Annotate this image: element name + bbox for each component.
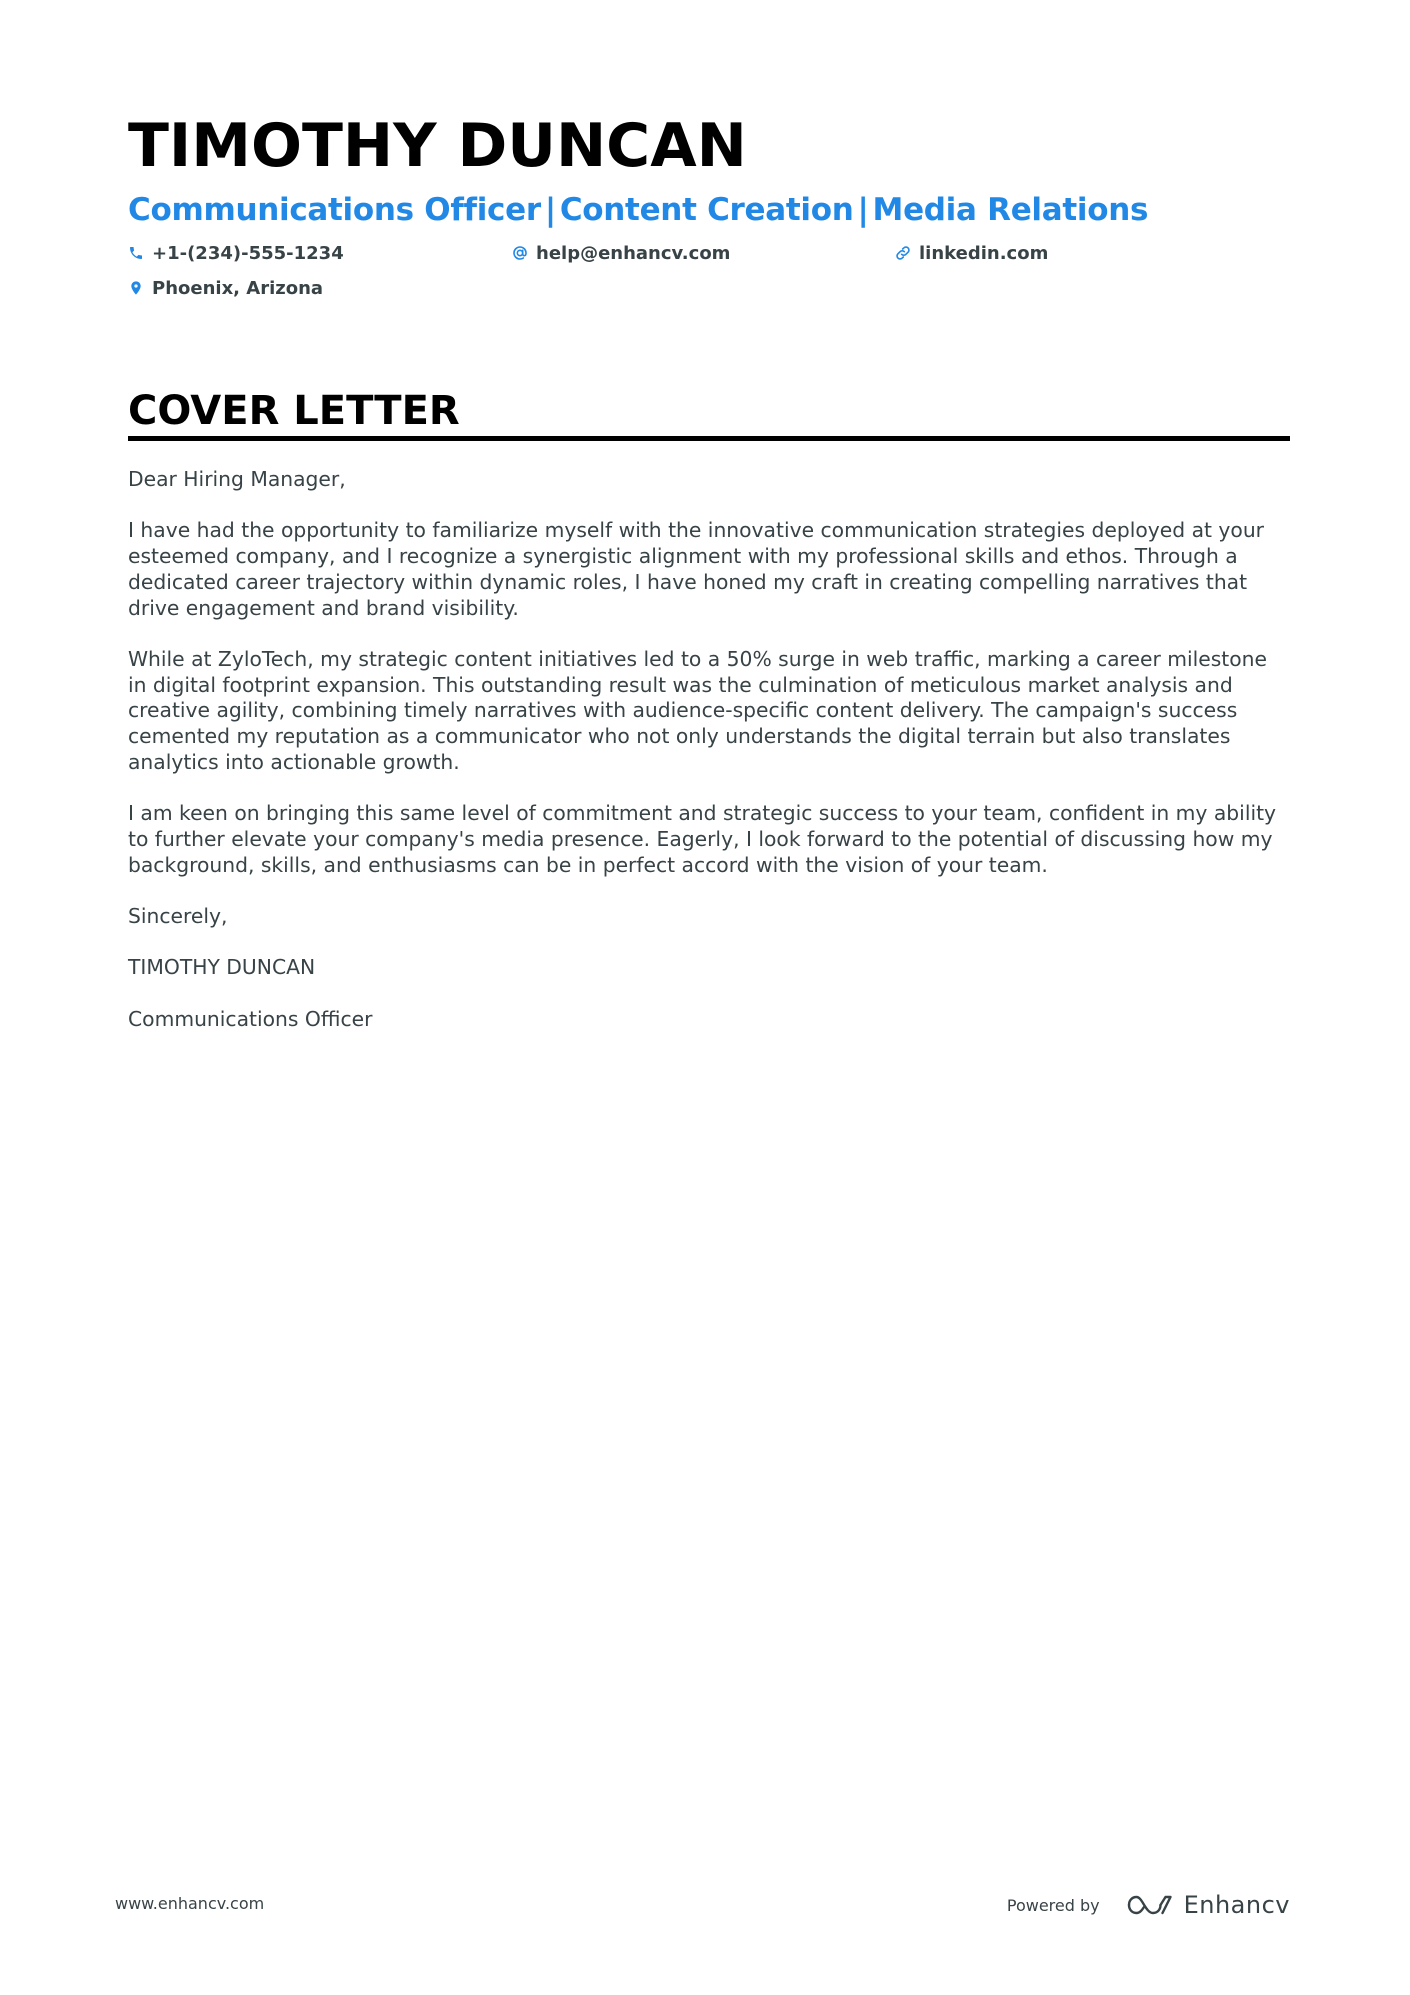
letter-body [128, 467, 1290, 1058]
footer-website[interactable]: www.enhancv.com [115, 1894, 265, 1913]
section-divider [128, 436, 1290, 441]
location-text: Phoenix, Arizona [152, 277, 324, 299]
signature-name: TIMOTHY DUNCAN [128, 955, 316, 980]
letter-paragraph: I have had the opportunity to familiarize myself with the innovative communication strategies deployed at your esteemed company, and I recognize a synergistic alignment with my professional skills and ethos. Through a dedicated career trajectory within dynamic roles, I have honed my craft in creating compelling narratives that drive engagement and brand visibility. [128, 518, 1265, 620]
letter-salutation: Dear Hiring Manager, [128, 467, 346, 491]
phone-icon [128, 245, 144, 261]
contact-email[interactable] [512, 240, 730, 266]
link-icon [895, 245, 911, 261]
powered-by-label: Powered by [1006, 1895, 1100, 1915]
location-pin-icon [128, 280, 144, 296]
enhancv-logo-icon [1126, 1892, 1174, 1918]
contact-phone[interactable] [128, 240, 344, 266]
headline-separator: | [857, 192, 869, 228]
enhancv-brand-name: Enhancv [1183, 1891, 1290, 1919]
contact-location [128, 275, 323, 301]
phone-text: +1-(234)-555-1234 [152, 242, 344, 264]
headline-separator: | [544, 192, 556, 228]
candidate-name: TIMOTHY DUNCAN [128, 111, 747, 181]
headline [128, 188, 1148, 232]
headline-role: Communications Officer [128, 192, 541, 228]
section-title: COVER LETTER [128, 388, 460, 434]
headline-skill-media: Media Relations [872, 192, 1149, 228]
headline-skill-content: Content Creation [559, 192, 854, 228]
footer-branding[interactable] [1007, 1876, 1290, 1934]
at-icon [512, 245, 528, 261]
contact-link[interactable] [895, 240, 1048, 266]
letter-paragraph: I am keen on bringing this same level of commitment and strategic success to your team, confident in my ability to further elevate your company's media presence. Eagerly, I look forward to the potential of discussing how my background, skills, and enthusiasms can be in perfect accord with the vision of your team. [128, 801, 1277, 877]
signature-title: Communications Officer [128, 1006, 373, 1031]
letter-closing: Sincerely, [128, 903, 228, 928]
letter-paragraph: While at ZyloTech, my strategic content initiatives led to a 50% surge in web traffic, marking a career milestone in digital footprint expansion. This outstanding result was the culmination of meticulous market analysis and creative agility, combining timely narratives with audience-specific content delivery. The campaign's success cemented my reputation as a communicator who not only understands the digital terrain but also translates analytics into actionable growth. [128, 646, 1267, 774]
link-text: linkedin.com [919, 242, 1049, 264]
email-text: help@enhancv.com [536, 242, 731, 264]
